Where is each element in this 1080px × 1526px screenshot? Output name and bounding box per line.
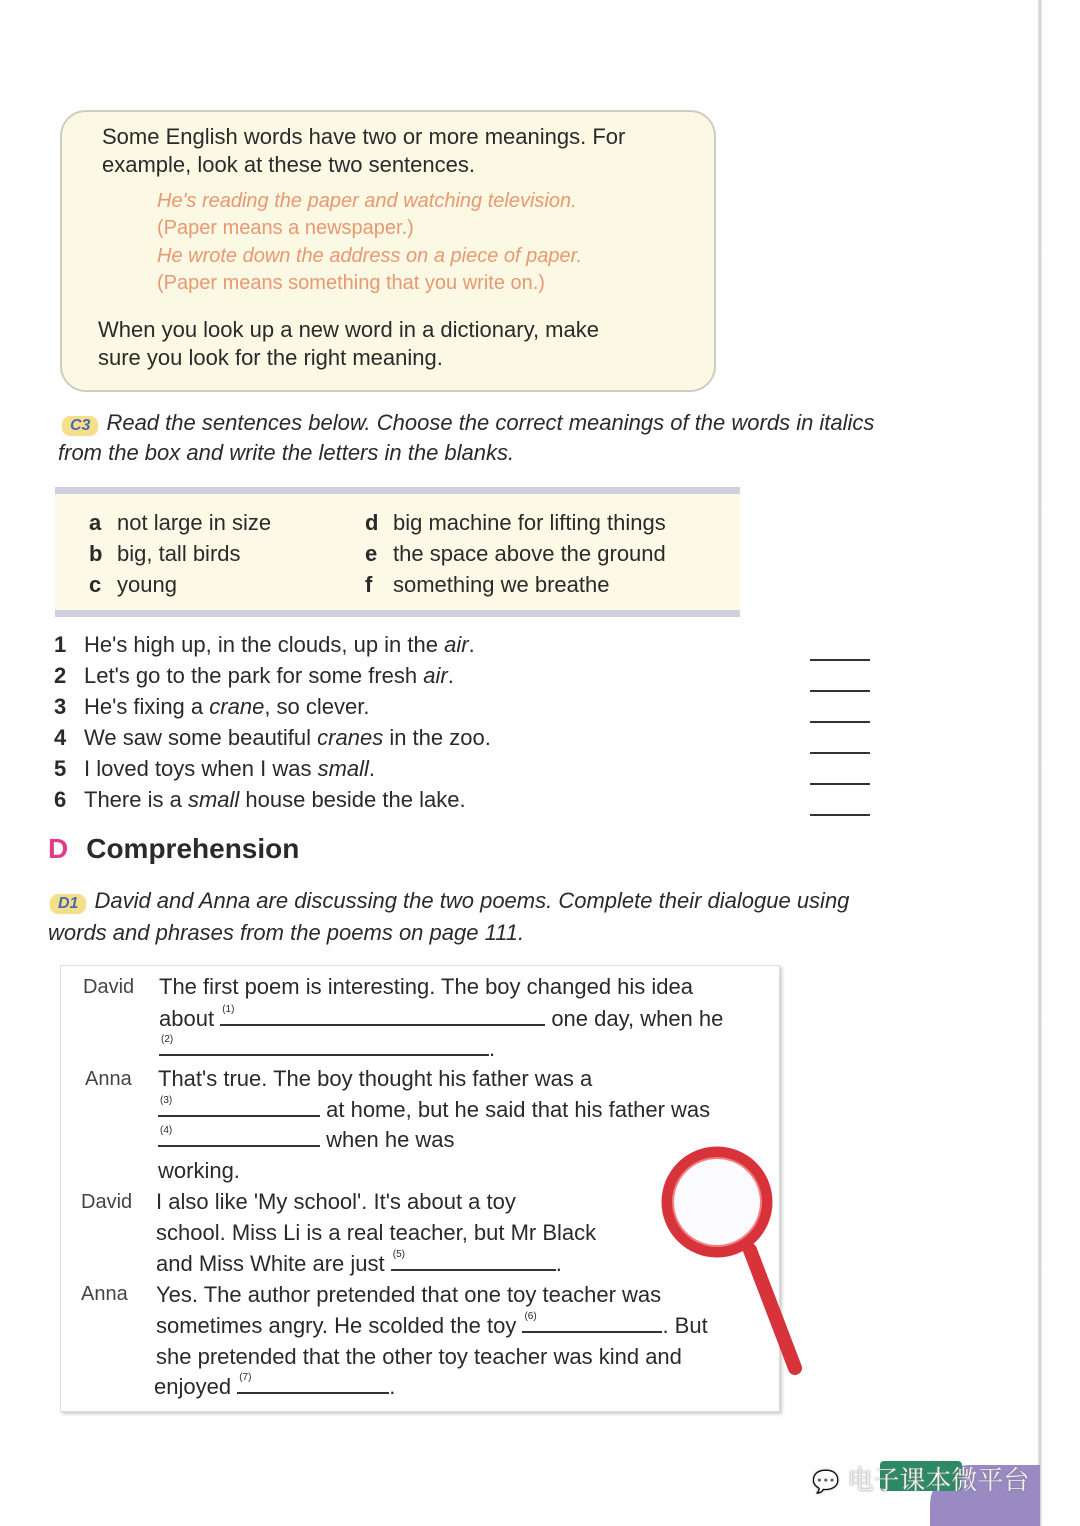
dialogue-line: she pretended that the other toy teacher was kind and xyxy=(156,1344,682,1369)
dialogue-line: The first poem is interesting. The boy changed his idea xyxy=(159,974,694,999)
sentence-6: 6 There is a small house beside the lake. xyxy=(54,787,466,812)
dialogue-line: sometimes angry. He scolded the toy (6) . But xyxy=(156,1311,708,1338)
blank-6[interactable]: (6) xyxy=(522,1313,662,1333)
tip-text: sure you look for the right meaning. xyxy=(98,345,443,370)
page-edge xyxy=(1038,0,1042,1526)
example: (Paper means a newspaper.) xyxy=(157,217,414,239)
example: He's reading the paper and watching television. xyxy=(157,190,577,212)
sentence-number: 1 xyxy=(54,632,67,657)
sentence-number: 5 xyxy=(54,756,67,781)
dialogue-line: about (1) one day, when he xyxy=(159,1004,724,1031)
dialogue-line: enjoyed (7) . xyxy=(154,1372,396,1399)
dialogue-line: (2) . xyxy=(161,1034,496,1061)
magnifying-glass-icon xyxy=(655,1140,815,1385)
tip-text: example, look at these two sentences. xyxy=(102,152,475,177)
c3-badge: C3 xyxy=(62,416,98,436)
answer-blank-1[interactable] xyxy=(810,659,870,661)
answer-blank-6[interactable] xyxy=(810,814,870,816)
example: (Paper means something that you write on.) xyxy=(157,272,545,294)
d1-badge: D1 xyxy=(50,894,86,914)
meaning-c: c young xyxy=(89,572,177,597)
tip-box xyxy=(60,110,716,392)
tip-text: When you look up a new word in a dictionary, make xyxy=(98,317,599,342)
watermark: 💬 电子课本微平台 xyxy=(812,1465,1030,1495)
blank-4[interactable]: (4) xyxy=(158,1127,320,1147)
tip-text: Some English words have two or more meanings. For xyxy=(102,124,626,149)
sentence-number: 4 xyxy=(54,725,67,750)
answer-blank-5[interactable] xyxy=(810,783,870,785)
dialogue-line: (4) when he was xyxy=(160,1125,455,1152)
c3-instruction: from the box and write the letters in the blanks. xyxy=(58,440,515,465)
speaker: Anna xyxy=(85,1068,132,1090)
c3-instruction: C3 Read the sentences below. Choose the correct meanings of the words in italics xyxy=(62,410,874,436)
meaning-d: d big machine for lifting things xyxy=(365,510,666,535)
meaning-b: b big, tall birds xyxy=(89,541,241,566)
dialogue-line: and Miss White are just (5) . xyxy=(156,1249,562,1276)
d1-instruction: D1 David and Anna are discussing the two poems. Complete their dialogue using xyxy=(50,888,849,914)
blank-5[interactable]: (5) xyxy=(391,1251,556,1271)
d1-instruction: words and phrases from the poems on page 111. xyxy=(48,920,525,945)
sentence-number: 3 xyxy=(54,694,67,719)
example: He wrote down the address on a piece of paper. xyxy=(157,245,583,267)
meaning-a: a not large in size xyxy=(89,510,272,535)
dialogue-line: working. xyxy=(158,1158,240,1183)
blank-1[interactable]: (1) xyxy=(220,1006,545,1026)
dialogue-line: Yes. The author pretended that one toy teacher was xyxy=(156,1282,662,1307)
sentence-number: 6 xyxy=(54,787,67,812)
blank-2[interactable]: (2) xyxy=(159,1036,489,1056)
blank-3[interactable]: (3) xyxy=(158,1097,320,1117)
dialogue-line: I also like 'My school'. It's about a toy xyxy=(156,1189,516,1214)
dialogue-line: (3) at home, but he said that his father was xyxy=(160,1095,711,1122)
blank-7[interactable]: (7) xyxy=(237,1374,389,1394)
answer-blank-2[interactable] xyxy=(810,690,870,692)
dialogue-line: That's true. The boy thought his father was a xyxy=(158,1066,593,1091)
meaning-f: f something we breathe xyxy=(365,572,610,597)
speaker: David xyxy=(81,1191,133,1213)
sentence-3: 3 He's fixing a crane, so clever. xyxy=(54,694,370,719)
sentence-5: 5 I loved toys when I was small. xyxy=(54,756,376,781)
sentence-1: 1 He's high up, in the clouds, up in the air. xyxy=(54,632,475,657)
speaker: David xyxy=(83,976,135,998)
sentence-number: 2 xyxy=(54,663,67,688)
speaker: Anna xyxy=(81,1283,128,1305)
section-d-heading: D Comprehension xyxy=(48,833,300,864)
meaning-e: e the space above the ground xyxy=(365,541,666,566)
meanings-box xyxy=(55,487,740,617)
answer-blank-4[interactable] xyxy=(810,752,870,754)
sentence-2: 2 Let's go to the park for some fresh air. xyxy=(54,663,454,688)
answer-blank-3[interactable] xyxy=(810,721,870,723)
sentence-4: 4 We saw some beautiful cranes in the zoo. xyxy=(54,725,491,750)
dialogue-line: school. Miss Li is a real teacher, but Mr Black xyxy=(156,1220,597,1245)
